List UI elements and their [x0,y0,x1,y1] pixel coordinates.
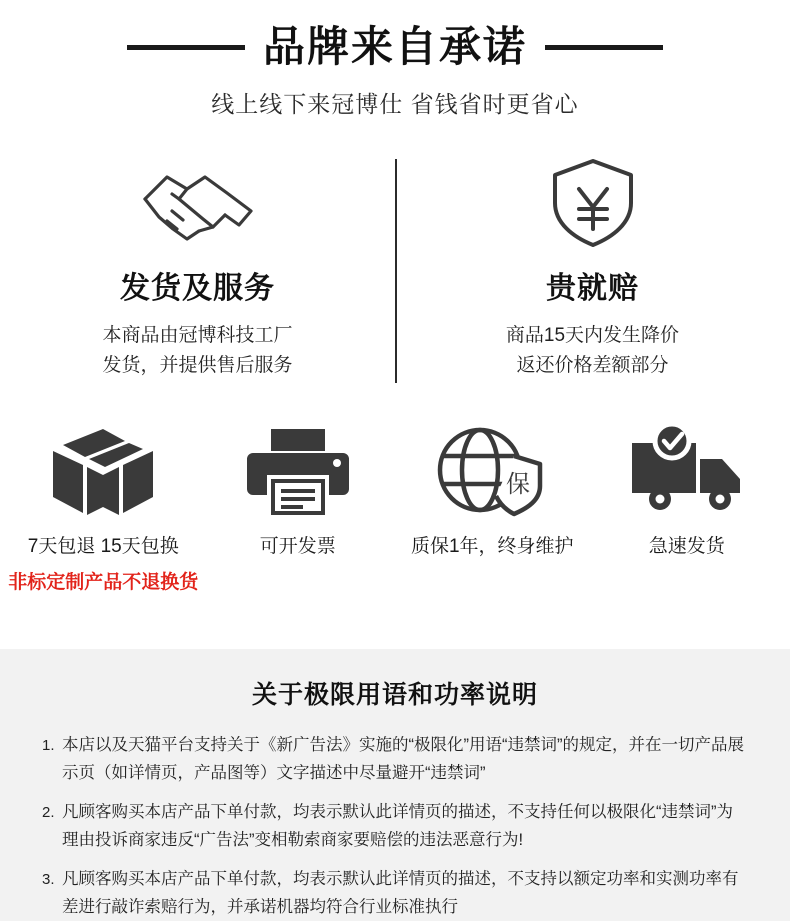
notice-item-text: 凡顾客购买本店产品下单付款，均表示默认此详情页的描述，不支持任何以极限化“违禁词”为理由投诉商家违反“广告法”变相勒索商家要赔偿的违法恶意行为! [62,802,733,850]
page-title: 品牌来自承诺 [262,23,527,70]
notice-title: 关于极限用语和功率说明 [251,681,538,709]
promise-section [0,149,790,399]
notice-item-text: 凡顾客购买本店产品下单付款，均表示默认此详情页的描述，不支持以额定功率和实测功率有差进行敲诈索赔行为，并承诺机器均符合行业标准执行 [62,869,739,916]
promise-price-title: 贵就赔 [546,272,639,306]
promise-shipping-desc-line1: 本商品由冠博科技工厂 [102,325,293,347]
notice-section [0,649,790,921]
service-warranty-text [411,533,574,561]
service-section [0,417,790,596]
promise-shipping-desc [102,321,292,380]
promise-shipping [0,149,395,399]
service-fast-shipping-text [649,533,725,561]
header [0,0,790,119]
promise-shipping-desc-line2: 发货，并提供售后服务 [102,354,293,376]
service-invoice-text [260,533,336,561]
service-return [6,417,201,596]
service-invoice [201,417,396,561]
notice-item-number: 1. [42,737,55,754]
globe-warranty-icon [430,417,554,525]
title-rule-left [127,45,245,50]
title-row [0,24,790,70]
service-return-text [28,533,179,561]
promise-price [395,149,790,399]
notice-item-number: 3. [42,870,55,888]
promise-price-desc-line1: 商品15天内发生降价 [505,325,680,347]
shield-yen-icon [545,157,641,249]
title-rule-right [545,45,663,50]
notice-item-number: 2. [42,803,55,821]
notice-item [42,865,748,921]
printer-icon [243,417,353,525]
promise-price-desc [506,321,679,380]
service-warranty-line1: 质保1年，终身维护 [410,536,574,558]
notice-item [42,731,748,788]
notice-item-text: 本店以及天猫平台支持关于《新广告法》实施的“极限化”用语“违禁词”的规定，并在一切产品展示页（如详情页，产品图等）文字描述中尽量避开“违禁词” [62,736,744,783]
promise-shipping-title: 发货及服务 [120,272,275,306]
svg-text:保: 保 [506,471,531,499]
notice-list [34,731,756,921]
service-warranty [395,417,590,561]
service-return-line1: 7天包退 15天包换 [27,536,179,558]
service-fast-shipping [590,417,785,561]
service-fast-shipping-line1: 急速发货 [648,536,725,558]
notice-item [42,798,748,855]
page-subtitle: 线上线下来冠博仕 省钱省时更省心 [211,91,579,118]
vertical-divider [395,159,397,383]
service-invoice-line1: 可开发票 [259,536,336,558]
delivery-truck-icon [624,417,750,525]
open-box-icon [39,417,167,525]
handshake-icon [139,157,257,249]
service-return-note [8,569,198,597]
promise-price-desc-line2: 返还价格差额部分 [516,354,669,376]
service-return-line2: 非标定制产品不退换货 [8,571,199,593]
